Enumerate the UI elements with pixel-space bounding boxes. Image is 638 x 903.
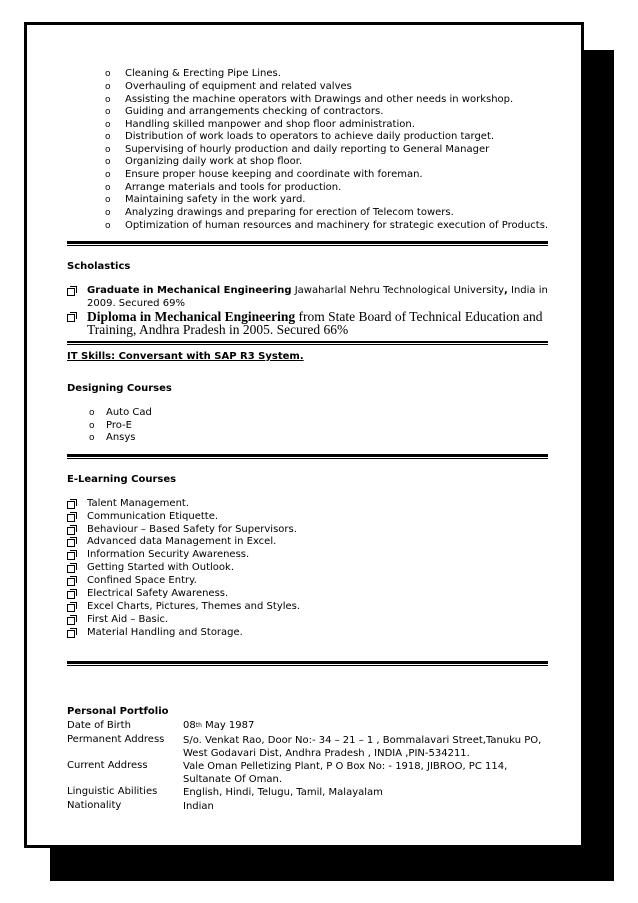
list-item: Supervising of hourly production and daily reporting to General Manager xyxy=(125,144,490,155)
list-item: Overhauling of equipment and related valves xyxy=(125,81,352,92)
list-bullet: o xyxy=(105,183,111,193)
graduate-comma: , xyxy=(504,285,508,296)
permanent-address-line2: West Godavari Dist, Andhra Pradesh , INDIA ,PIN-534211. xyxy=(183,748,470,759)
list-item: Getting Started with Outlook. xyxy=(87,562,235,573)
checkbox-bullet-icon xyxy=(67,628,76,637)
list-bullet: o xyxy=(105,95,111,105)
checkbox-bullet-icon xyxy=(67,286,76,295)
dob-label: Date of Birth xyxy=(67,720,131,731)
graduate-score: 2009. Secured 69% xyxy=(87,298,185,309)
list-item: Behaviour – Based Safety for Supervisors. xyxy=(87,524,297,535)
elearning-heading: E-Learning Courses xyxy=(67,474,177,485)
checkbox-bullet-icon xyxy=(67,576,76,585)
dob-day: 08 xyxy=(183,720,196,731)
permanent-address-line1: S/o. Venkat Rao, Door No:- 34 – 21 – 1 , Bommalavari Street,Tanuku PO, xyxy=(183,735,542,746)
current-address-line1: Vale Oman Pelletizing Plant, P O Box No: - 1918, JIBROO, PC 114, xyxy=(183,761,508,772)
list-bullet: o xyxy=(105,170,111,180)
checkbox-bullet-icon xyxy=(67,589,76,598)
list-item: Communication Etiquette. xyxy=(87,511,219,522)
list-bullet: o xyxy=(105,82,111,92)
list-item: Ensure proper house keeping and coordinate with foreman. xyxy=(125,169,423,180)
list-bullet: o xyxy=(105,69,111,79)
list-bullet: o xyxy=(105,221,111,231)
list-bullet: o xyxy=(105,157,111,167)
list-item: Advanced data Management in Excel. xyxy=(87,536,277,547)
current-address-line2: Sultanate Of Oman. xyxy=(183,774,283,785)
dob-suffix: th xyxy=(195,722,202,729)
checkbox-bullet-icon xyxy=(67,537,76,546)
graduate-entry xyxy=(87,285,547,298)
nationality-value: Indian xyxy=(183,801,214,812)
personal-heading: Personal Portfolio xyxy=(67,706,169,717)
resume-page xyxy=(24,22,584,848)
list-item: Guiding and arrangements checking of contractors. xyxy=(125,106,384,117)
list-item: Talent Management. xyxy=(87,498,190,509)
list-bullet: o xyxy=(105,107,111,117)
list-item: Cleaning & Erecting Pipe Lines. xyxy=(125,68,281,79)
graduate-university: Jawaharlal Nehru Technological University xyxy=(291,285,505,296)
list-bullet: o xyxy=(89,421,95,431)
diploma-score: Training, Andhra Pradesh in 2005. Secured 66% xyxy=(87,322,349,337)
checkbox-bullet-icon xyxy=(67,550,76,559)
list-bullet: o xyxy=(89,433,95,443)
list-bullet: o xyxy=(105,132,111,142)
designing-heading: Designing Courses xyxy=(67,383,172,394)
list-item: Analyzing drawings and preparing for erection of Telecom towers. xyxy=(125,207,454,218)
list-item: Arrange materials and tools for production. xyxy=(125,182,342,193)
list-item: Excel Charts, Pictures, Themes and Styles. xyxy=(87,601,301,612)
dob-month-year: May 1987 xyxy=(201,720,255,731)
list-bullet: o xyxy=(105,145,111,155)
section-divider xyxy=(67,341,548,345)
section-divider xyxy=(67,454,548,459)
list-bullet: o xyxy=(105,208,111,218)
list-item: Ansys xyxy=(106,432,136,443)
diploma-degree: Diploma in Mechanical Engineering xyxy=(87,309,296,324)
list-item: Confined Space Entry. xyxy=(87,575,197,586)
graduate-country: India in xyxy=(507,285,548,296)
list-item: Auto Cad xyxy=(106,407,152,418)
languages-label: Linguistic Abilities xyxy=(67,786,158,797)
section-divider xyxy=(67,661,548,666)
list-item: First Aid – Basic. xyxy=(87,614,169,625)
list-item: Distribution of work loads to operators to achieve daily production target. xyxy=(125,131,495,142)
languages-value: English, Hindi, Telugu, Tamil, Malayalam xyxy=(183,787,383,798)
list-bullet: o xyxy=(105,120,111,130)
section-divider xyxy=(67,241,548,246)
list-item: Maintaining safety in the work yard. xyxy=(125,194,306,205)
diploma-board: from State Board of Technical Education and xyxy=(295,309,543,324)
permanent-address-label: Permanent Address xyxy=(67,734,165,745)
it-skills-heading: IT Skills: Conversant with SAP R3 System. xyxy=(67,351,304,362)
current-address-label: Current Address xyxy=(67,760,148,771)
graduate-degree: Graduate in Mechanical Engineering xyxy=(87,285,292,296)
list-item: Information Security Awareness. xyxy=(87,549,250,560)
checkbox-bullet-icon xyxy=(67,525,76,534)
checkbox-bullet-icon xyxy=(67,499,76,508)
list-item: Handling skilled manpower and shop floor administration. xyxy=(125,119,415,130)
checkbox-bullet-icon xyxy=(67,563,76,572)
nationality-label: Nationality xyxy=(67,800,122,811)
list-item: Electrical Safety Awareness. xyxy=(87,588,229,599)
list-item: Assisting the machine operators with Drawings and other needs in workshop. xyxy=(125,94,514,105)
dob-value xyxy=(183,719,254,732)
list-item: Organizing daily work at shop floor. xyxy=(125,156,303,167)
checkbox-bullet-icon xyxy=(67,512,76,521)
list-bullet: o xyxy=(89,408,95,418)
list-item: Optimization of human resources and machinery for strategic execution of Products. xyxy=(125,220,549,231)
list-item: Pro-E xyxy=(106,420,132,431)
checkbox-bullet-icon xyxy=(67,602,76,611)
checkbox-bullet-icon xyxy=(67,615,76,624)
scholastics-heading: Scholastics xyxy=(67,261,131,272)
list-bullet: o xyxy=(105,195,111,205)
list-item: Material Handling and Storage. xyxy=(87,627,243,638)
checkbox-bullet-icon xyxy=(67,312,76,321)
